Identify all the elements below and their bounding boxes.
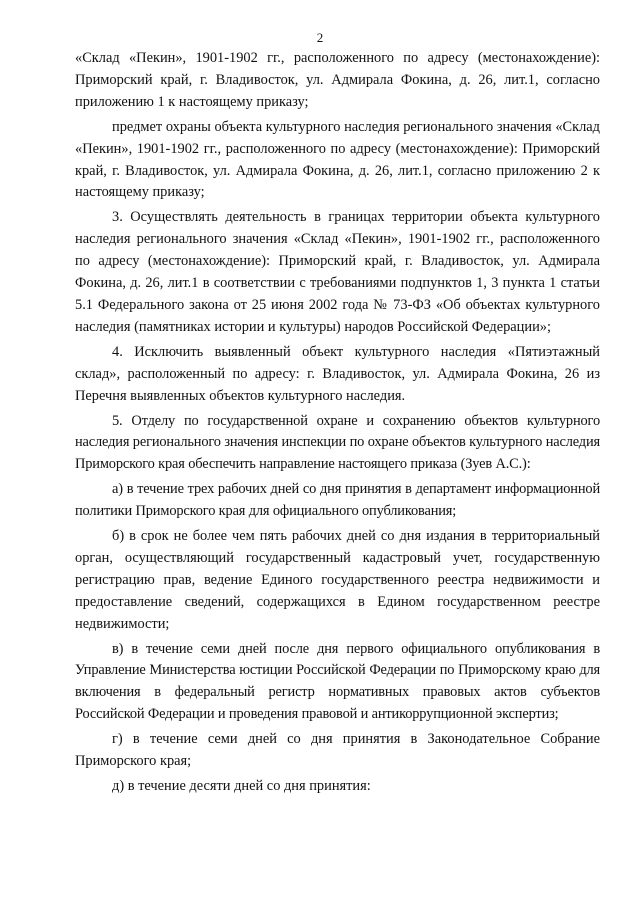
page-number: 2 <box>316 30 324 45</box>
paragraph-item-5a: а) в течение трех рабочих дней со дня принятия в департамент информационной политики Приморского края для официального опубликования; <box>75 481 600 520</box>
paragraph-item-5b: б) в срок не более чем пять рабочих дней со дня издания в территориальный орган, осуществляющий государственный кадастровый учет, государственную регистрацию прав, ведение Единого государственного реестра недвижимости и предоставление сведений, содержащихся в Едином государственном реестре недвижимости; <box>75 528 600 632</box>
paragraph-item-5: 5. Отделу по государственной охране и сохранению объектов культурного наследия регионального значения инспекции по охране объектов культурного наследия Приморского края обеспечить направление настоящего приказа (Зуев А.С.): <box>75 412 600 473</box>
document-body <box>75 48 600 801</box>
paragraph-item-3: 3. Осуществлять деятельность в границах территории объекта культурного наследия регионального значения «Склад «Пекин», 1901-1902 гг., расположенного по адресу (местонахождение): Приморский край, г. Владивосток, ул. Адмирала Фокина, д. 26, лит.1 в соответствии с требованиями подпунктов 1, 3 пункта 1 статьи 5.1 Федерального закона от 25 июня 2002 года № 73-ФЗ «Об объектах культурного наследия (памятниках истории и культуры) народов Российской Федерации»; <box>75 209 600 335</box>
paragraph-item-4: 4. Исключить выявленный объект культурного наследия «Пятиэтажный склад», расположенный по адресу: г. Владивосток, ул. Адмирала Фокина, 26 из Перечня выявленных объектов культурного наследия. <box>75 343 600 404</box>
paragraph-object-borders: «Склад «Пекин», 1901-1902 гг., расположенного по адресу (местонахождение): Приморский край, г. Владивосток, ул. Адмирала Фокина, д. 26, лит.1, согласно приложению 1 к настоящему приказу; <box>75 50 600 110</box>
paragraph-protection-subject: предмет охраны объекта культурного наследия регионального значения «Склад «Пекин», 1901-1902 гг., расположенного по адресу (местонахождение): Приморский край, г. Владивосток, ул. Адмирала Фокина, д. 26, лит.1, согласно приложению 2 к настоящему приказу; <box>75 118 600 201</box>
paragraph-item-5g: г) в течение семи дней со дня принятия в Законодательное Собрание Приморского края; <box>75 731 600 770</box>
paragraph-item-5v: в) в течение семи дней после дня первого официального опубликования в Управление Министерства юстиции Российской Федерации по Приморскому краю для включения в федеральный регистр нормативных правовых актов субъектов Российской Федерации и проведения правовой и антикоррупционной экспертиз; <box>75 640 600 723</box>
paragraph-item-5d: д) в течение десяти дней со дня принятия: <box>112 778 371 794</box>
